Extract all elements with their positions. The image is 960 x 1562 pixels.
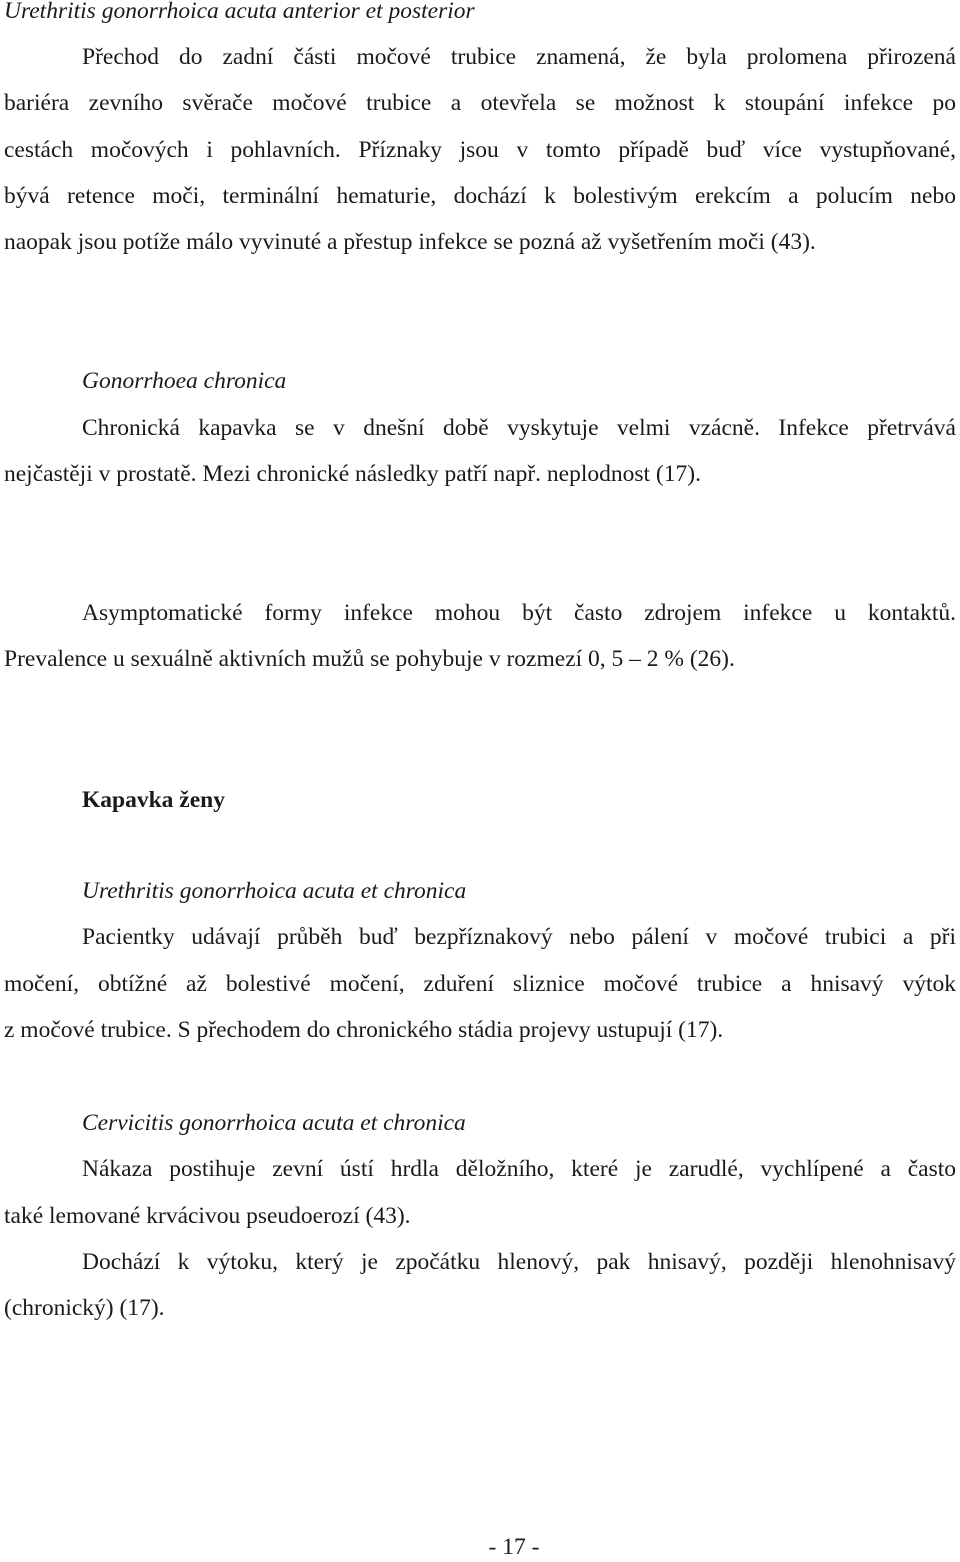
paragraph-line: Přechod do zadní části močové trubice znamená, že byla prolomena přirozená [82,44,956,70]
section-heading-anterior-posterior: Urethritis gonorrhoica acuta anterior et posterior [4,0,475,24]
chapter-title: Kapavka ženy [82,787,225,813]
paragraph-line: bariéra zevního svěrače močové trubice a otevřela se možnost k stoupání infekce po [4,90,956,116]
paragraph-line: Chronická kapavka se v dnešní době vyskytuje velmi vzácně. Infekce přetrvává [82,415,956,441]
paragraph-line: bývá retence moči, terminální hematurie, dochází k bolestivým erekcím a polucím nebo [4,183,956,209]
section-heading-gonorrhoea-chronica: Gonorrhoea chronica [82,368,287,394]
page-number: - 17 - [488,1534,540,1560]
paragraph-line: Dochází k výtoku, který je zpočátku hlenový, pak hnisavý, později hlenohnisavý [82,1249,956,1275]
paragraph-line: močení, obtížné až bolestivé močení, zduření sliznice močové trubice a hnisavý výtok [4,971,956,997]
paragraph-line: cestách močových i pohlavních. Příznaky jsou v tomto případě buď více vystupňované, [4,137,956,163]
section-heading-cervicitis: Cervicitis gonorrhoica acuta et chronica [82,1110,466,1136]
paragraph-line: Pacientky udávají průběh buď bezpříznakový nebo pálení v močové trubici a při [82,924,956,950]
paragraph-line: nejčastěji v prostatě. Mezi chronické následky patří např. neplodnost (17). [4,461,701,487]
paragraph-line: Asymptomatické formy infekce mohou být často zdrojem infekce u kontaktů. [82,600,956,626]
paragraph-line: Prevalence u sexuálně aktivních mužů se pohybuje v rozmezí 0, 5 – 2 % (26). [4,646,735,672]
paragraph-line: naopak jsou potíže málo vyvinuté a přestup infekce se pozná až vyšetřením moči (43). [4,229,816,255]
paragraph-line: také lemované krvácivou pseudoerozí (43). [4,1203,411,1229]
paragraph-line: Nákaza postihuje zevní ústí hrdla děložního, které je zarudlé, vychlípené a často [82,1156,956,1182]
paragraph-line: (chronický) (17). [4,1295,165,1321]
paragraph-line: z močové trubice. S přechodem do chronického stádia projevy ustupují (17). [4,1017,724,1043]
section-heading-urethritis-women: Urethritis gonorrhoica acuta et chronica [82,878,467,904]
